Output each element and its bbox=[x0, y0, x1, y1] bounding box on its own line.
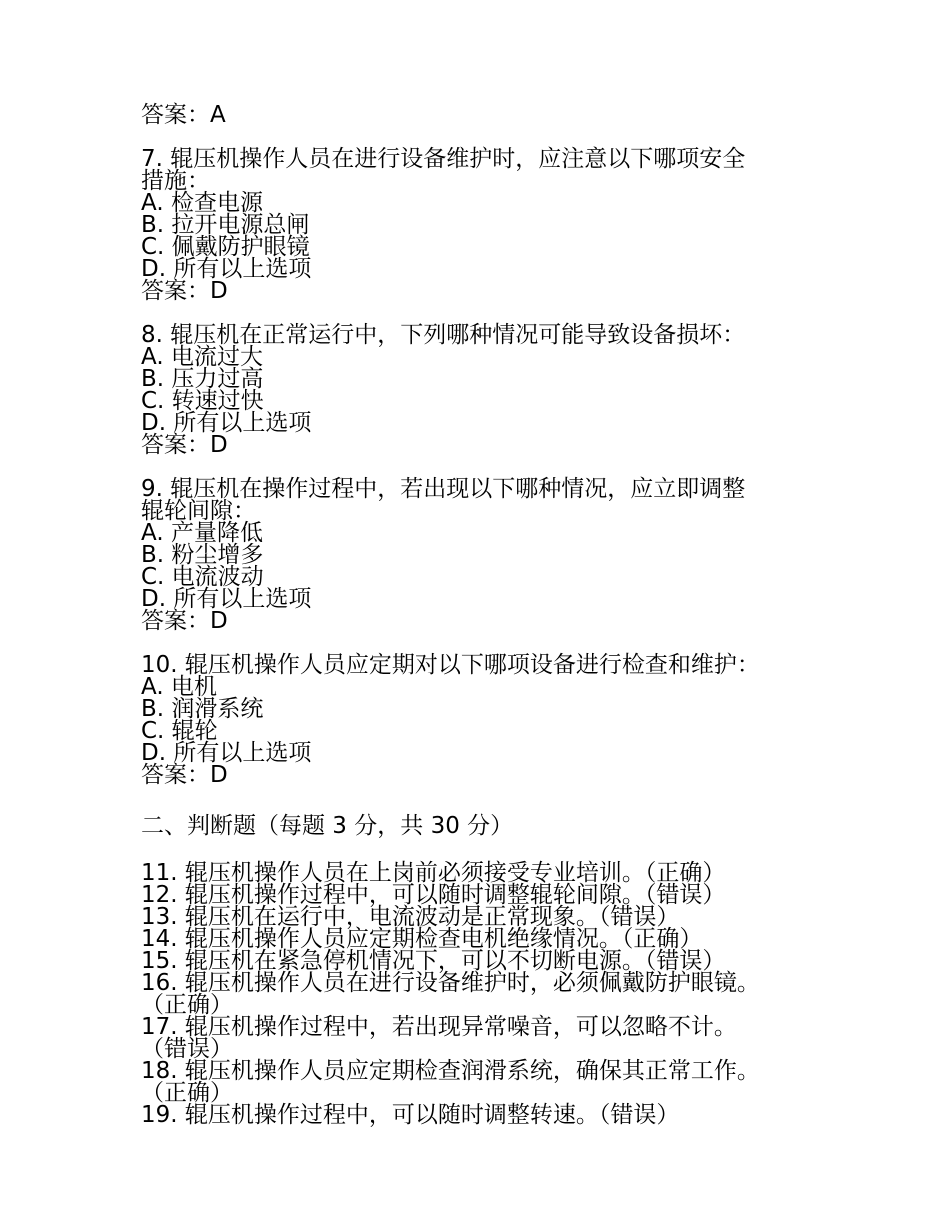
question-7-line1: 7. 辊压机操作人员在进行设备维护时，应注意以下哪项安全 bbox=[141, 146, 746, 172]
question-7-option-d: D. 所有以上选项 bbox=[141, 256, 312, 282]
answer-q8: 答案：D bbox=[141, 432, 228, 458]
tf-item-16-line2: （正确） bbox=[141, 992, 233, 1018]
tf-item-14: 14. 辊压机操作人员应定期检查电机绝缘情况。（正确） bbox=[141, 926, 703, 952]
question-9-line1: 9. 辊压机在操作过程中，若出现以下哪种情况，应立即调整 bbox=[141, 476, 746, 502]
question-10-option-d: D. 所有以上选项 bbox=[141, 740, 312, 766]
question-7-line2: 措施： bbox=[141, 168, 210, 194]
question-8: 8. 辊压机在正常运行中，下列哪种情况可能导致设备损坏： bbox=[141, 322, 746, 348]
answer-q10: 答案：D bbox=[141, 762, 228, 788]
answer-q6: 答案：A bbox=[141, 102, 226, 128]
spacer bbox=[141, 302, 811, 324]
spacer bbox=[141, 840, 811, 862]
tf-item-17-line2: （错误） bbox=[141, 1036, 233, 1062]
question-9-option-c: C. 电流波动 bbox=[141, 564, 264, 590]
tf-item-17-line1: 17. 辊压机操作过程中，若出现异常噪音，可以忽略不计。 bbox=[141, 1014, 737, 1040]
question-7-option-c: C. 佩戴防护眼镜 bbox=[141, 234, 310, 260]
answer-q7: 答案：D bbox=[141, 278, 228, 304]
answer-q9: 答案：D bbox=[141, 608, 228, 634]
document-page bbox=[141, 104, 811, 1126]
section-heading-true-false: 二、判断题（每题 3 分，共 30 分） bbox=[141, 813, 514, 839]
tf-item-15: 15. 辊压机在紧急停机情况下，可以不切断电源。（错误） bbox=[141, 948, 726, 974]
question-10-option-b: B. 润滑系统 bbox=[141, 696, 264, 722]
spacer bbox=[141, 456, 811, 478]
question-8-option-d: D. 所有以上选项 bbox=[141, 410, 312, 436]
question-9-line2: 辊轮间隙： bbox=[141, 498, 256, 524]
tf-item-16-line1: 16. 辊压机操作人员在进行设备维护时，必须佩戴防护眼镜。 bbox=[141, 970, 760, 996]
question-9-option-a: A. 产量降低 bbox=[141, 520, 263, 546]
question-7-option-a: A. 检查电源 bbox=[141, 190, 263, 216]
question-10-option-a: A. 电机 bbox=[141, 674, 217, 700]
question-9-option-b: B. 粉尘增多 bbox=[141, 542, 264, 568]
spacer bbox=[141, 126, 811, 148]
spacer bbox=[141, 786, 811, 808]
question-10: 10. 辊压机操作人员应定期对以下哪项设备进行检查和维护： bbox=[141, 652, 760, 678]
tf-item-19: 19. 辊压机操作过程中，可以随时调整转速。（错误） bbox=[141, 1102, 680, 1128]
question-10-option-c: C. 辊轮 bbox=[141, 718, 218, 744]
question-8-option-c: C. 转速过快 bbox=[141, 388, 264, 414]
question-8-option-b: B. 压力过高 bbox=[141, 366, 264, 392]
question-9-option-d: D. 所有以上选项 bbox=[141, 586, 312, 612]
question-8-option-a: A. 电流过大 bbox=[141, 344, 263, 370]
tf-item-12: 12. 辊压机操作过程中，可以随时调整辊轮间隙。（错误） bbox=[141, 882, 726, 908]
question-7-option-b: B. 拉开电源总闸 bbox=[141, 212, 310, 238]
tf-item-18-line2: （正确） bbox=[141, 1080, 233, 1106]
spacer bbox=[141, 632, 811, 654]
tf-item-18-line1: 18. 辊压机操作人员应定期检查润滑系统，确保其正常工作。 bbox=[141, 1058, 760, 1084]
tf-item-11: 11. 辊压机操作人员在上岗前必须接受专业培训。（正确） bbox=[141, 860, 726, 886]
tf-item-13: 13. 辊压机在运行中，电流波动是正常现象。（错误） bbox=[141, 904, 680, 930]
